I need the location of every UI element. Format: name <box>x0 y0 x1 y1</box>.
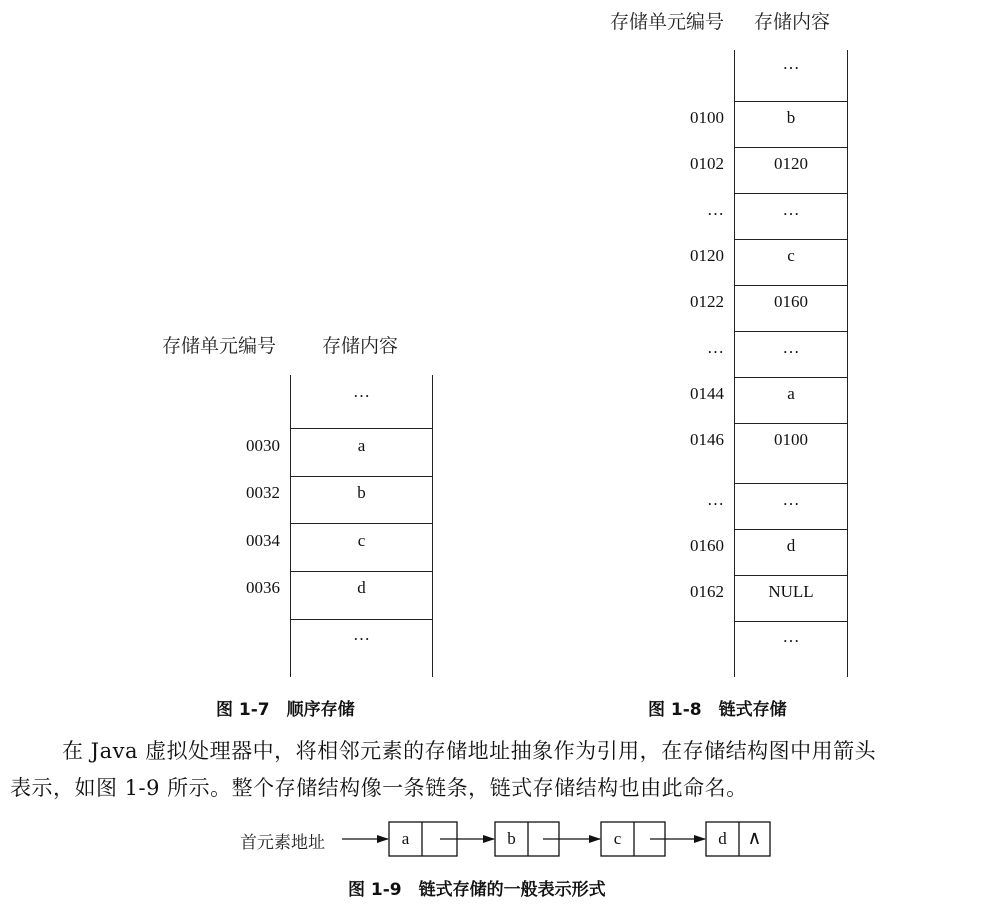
paragraph-line-1: 在 Java 虚拟处理器中，将相邻元素的存储地址抽象作为引用，在存储结构图中用箭头 <box>62 739 877 763</box>
fig8-cell-value: b <box>786 108 796 127</box>
fig9-head-label: 首元素地址 <box>240 833 325 853</box>
fig8-cell-value: 0160 <box>774 292 808 311</box>
fig9-node-data: c <box>613 829 622 848</box>
fig7-cell-value: c <box>357 531 366 550</box>
fig8-cell-address: 0162 <box>690 582 724 601</box>
fig9-node-data: d <box>718 829 727 848</box>
fig7-cell-value: b <box>357 483 366 502</box>
fig8-cell-address: 0102 <box>690 154 724 173</box>
fig7-cell-address: 0034 <box>246 531 280 550</box>
fig8-cell-address: 0120 <box>690 246 724 265</box>
fig9-null-link: ∧ <box>747 828 762 849</box>
fig8-header-address: 存储单元编号 <box>610 11 725 33</box>
fig7-cell-value: a <box>357 436 366 455</box>
fig7-caption: 图 1-7 顺序存储 <box>216 700 355 720</box>
fig8-cell-address: … <box>707 200 724 219</box>
fig9-caption: 图 1-9 链式存储的一般表示形式 <box>348 880 606 900</box>
fig8-cell-value: … <box>782 627 800 646</box>
fig8-cell-value: … <box>782 490 800 509</box>
fig8-cell-value: NULL <box>768 582 814 601</box>
fig7-cell-address: 0030 <box>246 436 280 455</box>
fig8-cell-address: … <box>707 490 724 509</box>
fig7-header-content: 存储内容 <box>322 335 399 357</box>
fig8-cell-address: 0144 <box>690 384 724 403</box>
fig8-cell-value: … <box>782 200 800 219</box>
fig8-cell-address: … <box>707 338 724 357</box>
fig8-cell-address: 0146 <box>690 430 724 449</box>
fig8-cell-address: 0160 <box>690 536 724 555</box>
fig7-cell-value: d <box>357 578 366 597</box>
fig9-node-data: a <box>401 829 410 848</box>
fig8-cell-value: 0100 <box>774 430 808 449</box>
fig7-cell-value: … <box>353 625 370 644</box>
fig8-cell-value: d <box>786 536 796 555</box>
fig8-cell-value: … <box>782 338 800 357</box>
paragraph-line-2: 表示，如图 1-9 所示。整个存储结构像一条链条，链式存储结构也由此命名。 <box>10 776 748 800</box>
fig7-cell-address: 0032 <box>246 483 280 502</box>
fig8-cell-value: c <box>787 246 795 265</box>
fig8-cell-value: … <box>782 54 800 73</box>
fig8-cell-value: a <box>787 384 795 403</box>
fig8-header-content: 存储内容 <box>754 11 831 33</box>
fig8-caption: 图 1-8 链式存储 <box>648 700 787 720</box>
fig7-cell-value: … <box>353 382 370 401</box>
fig7-cell-address: 0036 <box>246 578 280 597</box>
fig8-cell-address: 0100 <box>690 108 724 127</box>
fig8-cell-address: 0122 <box>690 292 724 311</box>
fig9-node-data: b <box>507 829 516 848</box>
fig7-header-address: 存储单元编号 <box>162 335 277 357</box>
fig8-cell-value: 0120 <box>774 154 808 173</box>
